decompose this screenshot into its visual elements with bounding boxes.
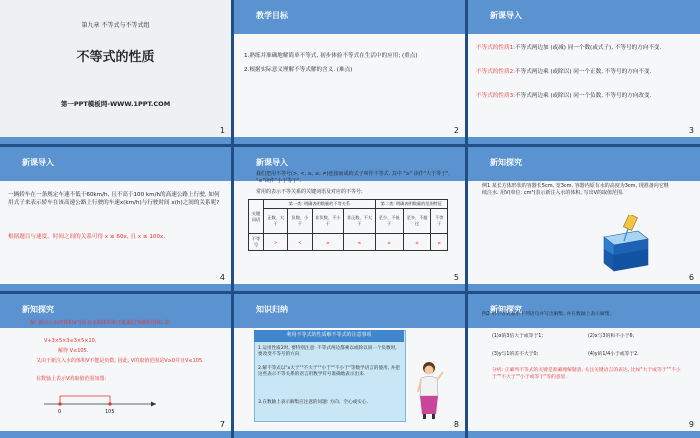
row-label: 关键词语 [249,200,264,234]
sign-cell: > [264,234,288,251]
keyword-cell: 非负数、不小于 [312,209,344,234]
slide-number: 7 [219,420,225,429]
example-text: 例1 某长方体形状的容器长5cm, 宽3cm, 容器内原有水的高度为3cm, 现准备向它继续注水. 用V(单位: cm³)表示新注入水的体积, 写出V的取值范围. [482,183,669,196]
slide-number: 1 [219,126,225,135]
slide-number: 4 [219,273,225,282]
solution-line: V+3×5×3≤3×5×10, [44,338,97,344]
summary-line: 2.解不等式以"x大于""不大于""小于""不小于"等数学语言的使用, 并把这些表示不等关系的语言用数学符号准确地表示出来. [258,366,400,378]
slide-footer-bar [0,284,231,291]
slide-footer-bar [234,284,465,291]
property-lead: 不等式的性质1: [476,45,516,51]
example-item: (2)x与3的和不小于6; [588,334,635,339]
slide-thumbnail-4[interactable] [0,147,231,291]
solution-line: 又由于新注入水的体积V不能是负数, 因此, V的取值范围是V≥0并且V≤105. [36,358,204,364]
sign-cell: ≥ [375,234,403,251]
slide-footer-bar [0,431,231,438]
definition-text: 我们把用不等号(>, <, ≥, ≤, ≠)连接而成的式子叫作不等式. 其中 "≥" 读作"大于等于", "≤"读作"小于等于". [256,171,450,184]
keyword-cell: 不等于 [431,209,448,234]
slide-footer-bar [468,431,700,438]
inequality-table [248,199,448,251]
keyword-cell: 正数、大于 [264,209,288,234]
slide-heading: 教学目标 [256,11,288,20]
slide-heading: 新知探究 [22,305,54,314]
slide-thumbnail-3[interactable] [468,0,700,144]
example-item: (1)x的3倍大于或等于1; [492,334,543,339]
example-item: (4)y的1/4小于或等于2. [588,352,639,357]
slide-heading: 新知探究 [490,158,522,167]
slide-footer-bar [234,137,465,144]
summary-box-title: 利用不等式的性质解不等式的注意事项 [286,332,372,338]
slide-number: 6 [688,273,694,282]
table-header: 第二类: 明确表明数量的范围特征 [375,200,447,209]
slide-thumbnail-8[interactable] [234,294,465,438]
summary-line: 1.运用性质2时, 要特别注意: 不等式两边都乘以或除以同一个负数时, 要改变不等号的方向. [258,346,397,358]
chapter-title: 第九章 不等式与不等式组 [81,22,150,29]
slide-footer-bar [0,137,231,144]
property-line [476,92,696,100]
keyword-cell: 至多、不超过 [403,209,431,234]
answer-text: 根据题目与速度、时间之间的关系可得 x ≥ 60x, 且 x ≤ 100x. [8,234,166,240]
slide-footer-bar [468,137,700,144]
slide-thumbnail-9[interactable] [468,294,700,438]
keyword-cell: 负数、小于 [288,209,312,234]
slide-number: 5 [453,273,459,282]
property-text: 不等式两边乘 (或除以) 同一个正数, 不等号的方向不变. [515,69,652,75]
table-caption: 常用的表示不等关系的关键词语及对应的不等号: [256,189,363,195]
lesson-title: 不等式的性质 [76,50,155,65]
keyword-cell: 非正数、不大于 [344,209,376,234]
sign-cell: ≤ [344,234,376,251]
analysis-text: 分析: 正确列不等式的关键是准确理解题意, 关注关键语言的表达, 比如"大于或等于""不小于""不大于""小于或等于"等的意思. [492,368,681,380]
example-item: (3)y与1的差不大于0; [492,352,539,357]
example-line: 例2 用不等式表示下列语句并写出解集, 并在数轴上表示解集. [482,312,612,317]
goal-line: 1.熟练并准确地解简单不等式, 初步体验不等式在生活中的应用; (重点) [244,53,418,59]
sign-cell: ≤ [403,234,431,251]
website-subtitle: 第一PPT模板网-WWW.1PPT.COM [60,100,171,108]
property-line [476,68,696,76]
slide-body [234,34,465,137]
keyword-cell: 至少、不低于 [375,209,403,234]
problem-text: 一辆轿车在一条规定车速不低于60km/h, 且不高于100 km/h的高速公路上行驶, 如何用式子来表示轿车在该高速公路上行驶的车速x(km/h)与行驶时间 x(h)之间的关系呢? [8,192,220,206]
sign-cell: ≥ [312,234,344,251]
slide-heading: 新知探究 [490,305,522,314]
row-label: 不等号 [249,234,264,251]
teacher-illustration [414,360,444,420]
slide-thumbnail-6[interactable] [468,147,700,291]
property-text: 不等式两边乘 (或除以) 同一个负数, 不等号的方向改变. [515,93,652,99]
water-container-illustration [596,215,654,275]
solution-line: 在数轴上表示V的取值范围如图: [36,376,107,382]
goal-line: 2.根据实际意义理解不等式解的含义. (难点) [244,67,353,73]
table-header: 第一类: 明确表明数量的不等关系 [264,200,376,209]
slide-background [0,0,231,137]
slide-thumbnail-1[interactable] [0,0,231,144]
property-lead: 不等式的性质2: [476,69,516,75]
slide-heading: 知识归纳 [256,305,288,314]
slide-number: 2 [453,126,459,135]
property-lead: 不等式的性质3: [476,93,516,99]
slide-footer-bar [468,284,700,291]
axis-label-zero: 0 [58,409,62,415]
solution-line: 解得 V≤105. [58,348,89,354]
slide-thumbnail-5[interactable] [234,147,465,291]
solution-line: 解: 新注入水的体积V与原有水的体积和不能超过容器的容积, 即 [30,320,170,326]
slide-footer-bar [234,431,465,438]
slide-number: 9 [688,420,694,429]
slide-heading: 新课导入 [22,158,54,167]
property-text: 不等式两边加 (或减) 同一个数(或式子), 不等号的方向不变. [515,45,662,51]
slide-number: 8 [453,420,459,429]
summary-line: 3.在数轴上表示解集应注意的问题: 方向、空心或实心. [258,400,368,405]
slide-heading: 新课导入 [490,11,522,20]
slide-number: 3 [688,126,694,135]
sign-cell: ≠ [431,234,448,251]
slide-thumbnail-7[interactable] [0,294,231,438]
slide-thumbnail-2[interactable] [234,0,465,144]
axis-label-max: 105 [105,409,115,415]
sign-cell: < [288,234,312,251]
slide-heading: 新课导入 [256,158,288,167]
property-line [476,44,696,52]
